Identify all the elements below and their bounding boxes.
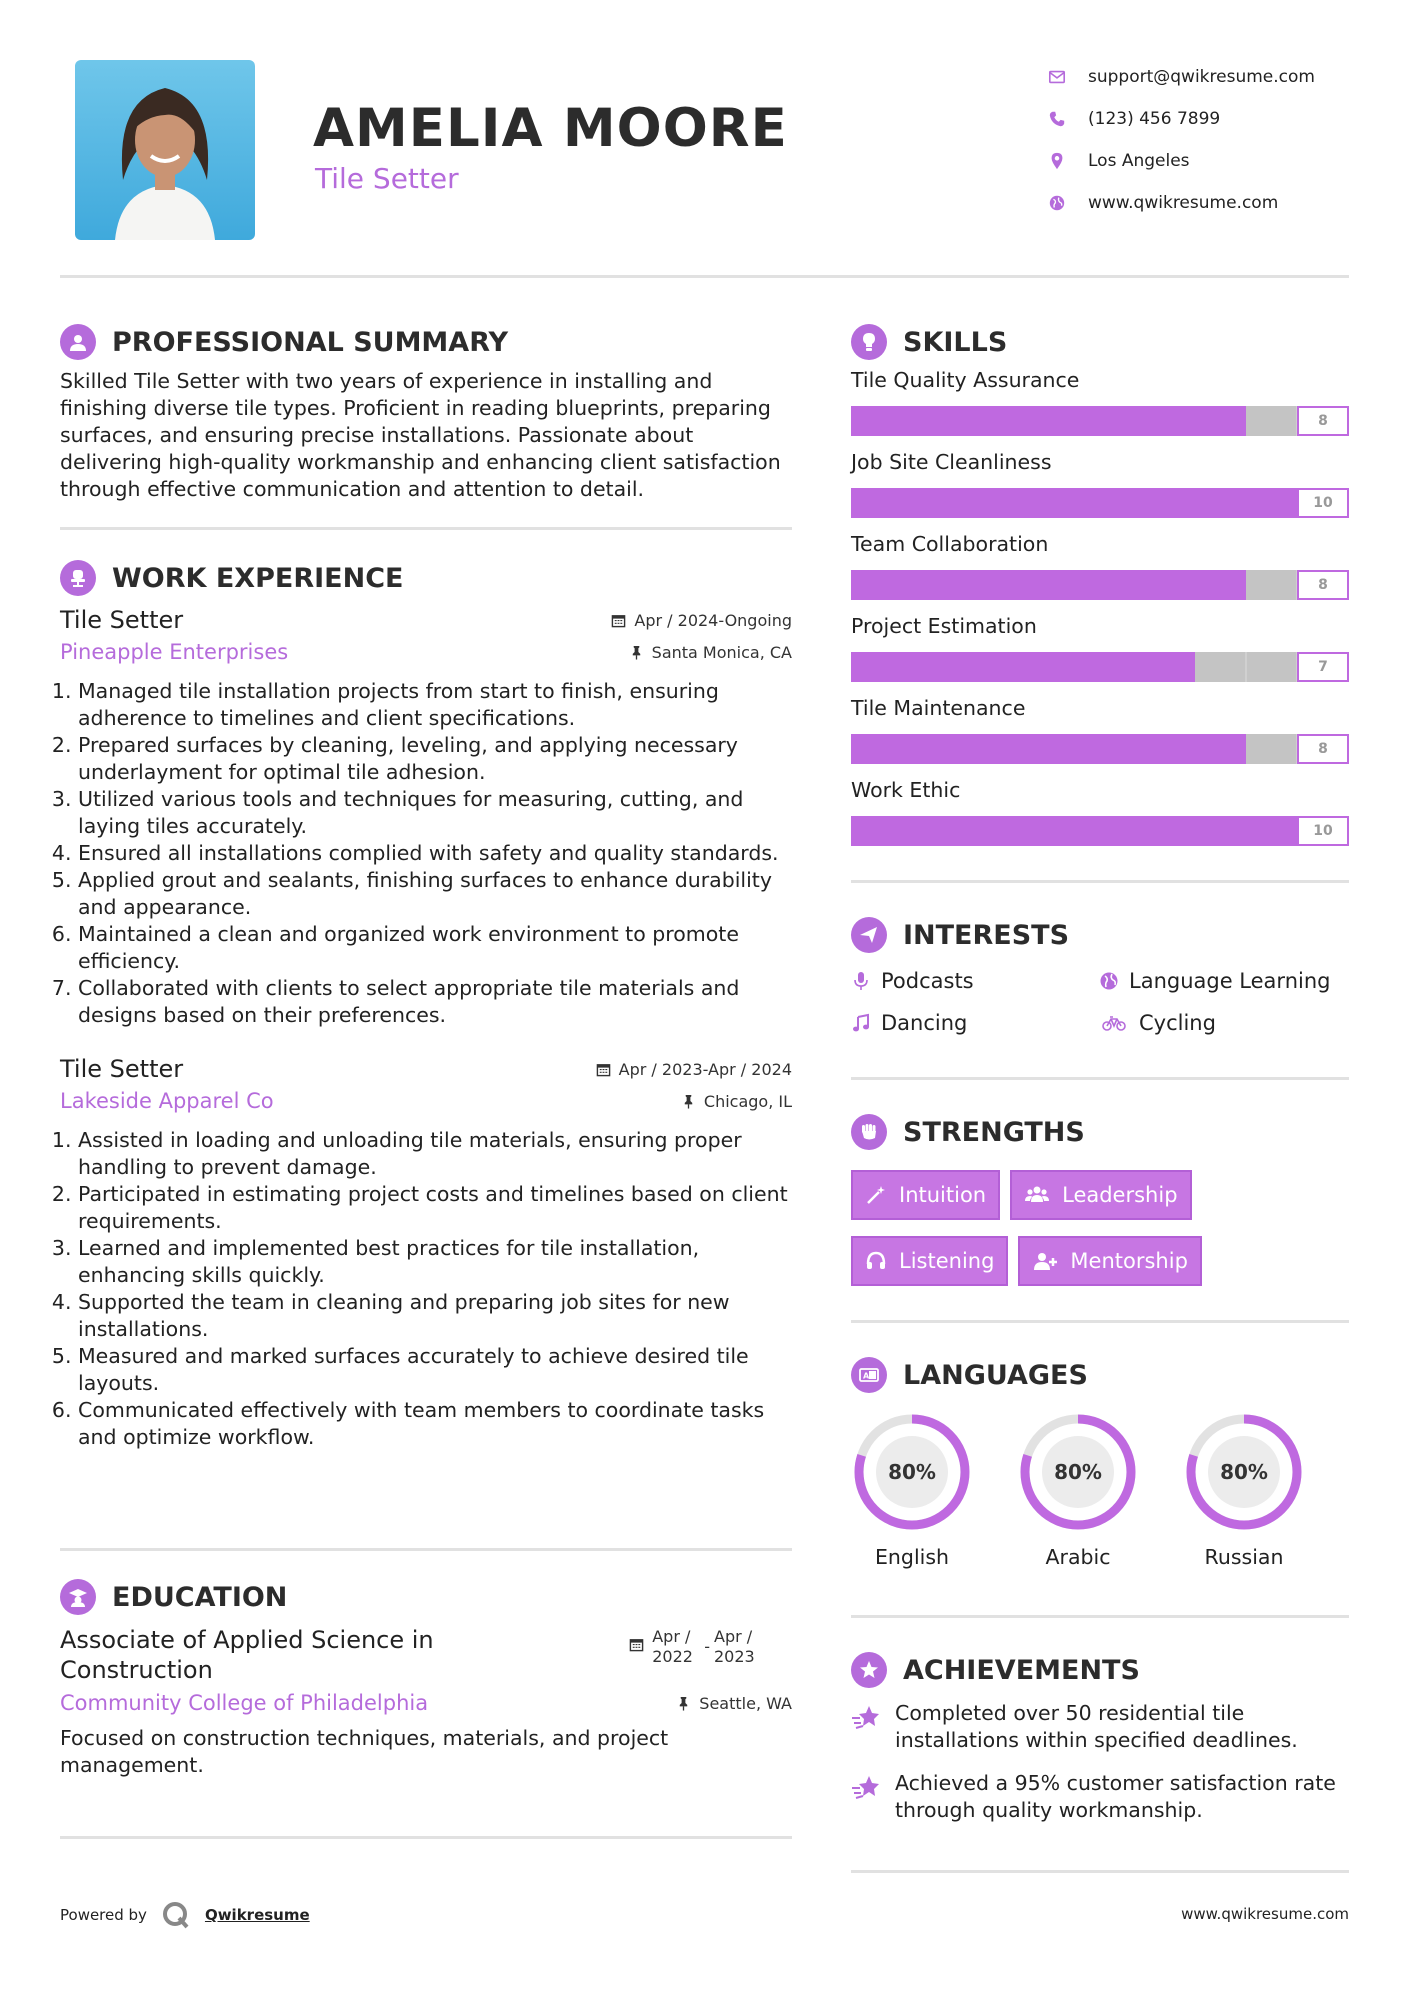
list-item: 7. Collaborated with clients to select appropriate tile materials and designs based on their preferences. <box>78 975 792 1029</box>
skills-title: SKILLS <box>903 326 1008 358</box>
skill-bar-segment <box>999 570 1048 600</box>
skill-level-bar <box>851 570 1349 600</box>
skill-item <box>851 368 1349 436</box>
job-title: Tile Setter <box>60 606 184 634</box>
education-section <box>60 1575 792 1779</box>
globe-icon <box>1099 971 1119 991</box>
skill-bar-segment <box>1150 816 1200 846</box>
skill-bar-segment <box>1200 488 1250 518</box>
job-location: Chicago, IL <box>681 1092 792 1111</box>
interest-item: Language Learning <box>1099 969 1349 993</box>
skill-bar-segment <box>901 488 951 518</box>
company-name: Pineapple Enterprises <box>60 640 289 664</box>
paper-plane-icon <box>851 917 887 953</box>
skill-name: Team Collaboration <box>851 532 1049 556</box>
contact-website[interactable] <box>1048 182 1388 224</box>
job-dates: Apr / 2024-Ongoing <box>611 611 792 630</box>
skill-bar-segment <box>1146 652 1195 682</box>
skill-bar-segment <box>1000 816 1050 846</box>
language-percent: 80% <box>888 1460 936 1484</box>
list-item: 1. Assisted in loading and unloading tile materials, ensuring proper handling to prevent damage. <box>78 1127 792 1181</box>
skill-bar-segment <box>901 816 951 846</box>
bicycle-icon <box>1099 1013 1129 1033</box>
experience-divider <box>60 1548 792 1551</box>
language-progress-ring <box>1183 1411 1305 1533</box>
list-item: 1. Managed tile installation projects from start to finish, ensuring adherence to timelines and client specifications. <box>78 678 792 732</box>
qwikresume-logo-icon <box>161 1900 191 1930</box>
skill-bar-segment <box>851 570 900 600</box>
list-item: 4. Ensured all installations complied with safety and quality standards. <box>78 840 792 867</box>
skill-bar-segment <box>1100 488 1150 518</box>
interests-title: INTERESTS <box>903 919 1070 951</box>
skill-bar-segment <box>1246 570 1297 600</box>
microphone-icon <box>851 971 871 991</box>
skill-bar-segment <box>950 570 999 600</box>
email-text: support@qwikresume.com <box>1088 67 1315 87</box>
skill-bar-segment <box>1049 734 1098 764</box>
skill-item <box>851 532 1349 600</box>
list-item: 3. Utilized various tools and techniques for measuring, cutting, and laying tiles accurately. <box>78 786 792 840</box>
footer-powered-by: Powered by Qwikresume <box>60 1900 310 1930</box>
skill-bar-segment <box>1147 406 1196 436</box>
header-divider <box>60 275 1349 278</box>
achievements-divider <box>851 1870 1349 1873</box>
skill-bar-segment <box>1147 570 1196 600</box>
skill-name: Project Estimation <box>851 614 1037 638</box>
footer-brand-link[interactable]: Qwikresume <box>204 1906 310 1924</box>
skill-bar-segment <box>1050 816 1100 846</box>
achievements-title: ACHIEVEMENTS <box>903 1654 1140 1686</box>
office-chair-icon <box>60 560 96 596</box>
achievement-item: Achieved a 95% customer satisfaction rate through quality workmanship. <box>851 1770 1349 1824</box>
strengths-header <box>851 1110 1349 1154</box>
skill-bar-segment <box>1197 570 1246 600</box>
pushpin-icon <box>676 1696 691 1711</box>
list-item: 2. Prepared surfaces by cleaning, leveling, and applying necessary underlayment for optimal tile adhesion. <box>78 732 792 786</box>
experience-title: WORK EXPERIENCE <box>112 562 404 594</box>
strength-chip: Leadership <box>1010 1170 1191 1220</box>
translate-icon <box>851 1357 887 1393</box>
skill-bar-segment <box>900 406 949 436</box>
summary-header <box>60 320 792 364</box>
candidate-role: Tile Setter <box>315 162 459 195</box>
skill-bar-segment <box>999 734 1048 764</box>
achievement-item: Completed over 50 residential tile installations within specified deadlines. <box>851 1700 1349 1754</box>
skill-bar-segment <box>1150 488 1200 518</box>
skill-bar-segment <box>851 488 901 518</box>
education-dates: Apr / 2022 - Apr / 2023 <box>629 1627 762 1667</box>
globe-icon <box>1048 194 1066 212</box>
skill-bar-segment <box>851 734 900 764</box>
skill-bar-segment <box>1249 816 1299 846</box>
skill-bar-segment <box>1147 734 1196 764</box>
skill-bar-segment <box>851 816 901 846</box>
job-bullets <box>60 678 792 1029</box>
headphones-icon <box>865 1250 887 1272</box>
school-name: Community College of Philadelphia <box>60 1691 429 1715</box>
contact-email[interactable] <box>1048 56 1388 98</box>
calendar-icon <box>596 1062 611 1077</box>
shooting-star-icon <box>851 1702 883 1732</box>
skill-level-label: 8 <box>1297 734 1349 764</box>
skill-bar-segment <box>999 406 1048 436</box>
job-entry <box>60 606 792 1029</box>
summary-divider <box>60 527 792 530</box>
list-item: 3. Learned and implemented best practices for tile installation, enhancing skills quickly. <box>78 1235 792 1289</box>
language-name: Russian <box>1204 1545 1284 1569</box>
skill-bar-segment <box>1247 652 1298 682</box>
contact-list <box>1048 56 1388 224</box>
skill-bar-segment <box>1098 734 1147 764</box>
user-plus-icon <box>1032 1250 1058 1272</box>
skill-bar-segment <box>1049 570 1098 600</box>
language-percent: 80% <box>1054 1460 1102 1484</box>
language-name: English <box>874 1545 950 1569</box>
language-item <box>1017 1411 1139 1569</box>
achievements-header <box>851 1648 1349 1692</box>
skill-bar-segment <box>1197 406 1246 436</box>
language-progress-ring <box>1017 1411 1139 1533</box>
envelope-icon <box>1048 68 1066 86</box>
strength-chip: Listening <box>851 1236 1008 1286</box>
skill-bar-segment <box>900 734 949 764</box>
languages-title: LANGUAGES <box>903 1359 1088 1391</box>
strength-chip: Intuition <box>851 1170 1000 1220</box>
skill-bar-segment <box>1246 734 1297 764</box>
company-name: Lakeside Apparel Co <box>60 1089 274 1113</box>
language-progress-ring <box>851 1411 973 1533</box>
map-pin-icon <box>1048 152 1066 170</box>
skill-level-label: 10 <box>1297 488 1349 518</box>
summary-text: Skilled Tile Setter with two years of experience in installing and finishing diverse tile types. Proficient in reading blueprints, preparing surfaces, and ensuring precise installations. Passionate about delivering high-quality workmanship and enhancing client satisfaction through effective communication and attention to detail. <box>60 369 781 501</box>
skill-bar-segment <box>900 570 949 600</box>
interest-item: Podcasts <box>851 969 1099 993</box>
skill-level-label: 8 <box>1297 570 1349 600</box>
profile-photo <box>75 60 255 240</box>
shooting-star-icon <box>851 1772 883 1802</box>
interests-list <box>851 969 1349 1035</box>
skill-bar-segment <box>951 816 1001 846</box>
candidate-name: AMELIA MOORE <box>313 98 788 159</box>
star-badge-icon <box>851 1652 887 1688</box>
phone-text: (123) 456 7899 <box>1088 109 1221 129</box>
skill-bar-segment <box>1048 652 1097 682</box>
skill-bar-segment <box>951 488 1001 518</box>
skill-item <box>851 778 1349 846</box>
languages-header <box>851 1353 1349 1397</box>
achievements-list <box>851 1700 1349 1824</box>
skill-name: Work Ethic <box>851 778 961 802</box>
skill-item <box>851 696 1349 764</box>
contact-location <box>1048 140 1388 182</box>
location-text: Los Angeles <box>1088 151 1190 171</box>
interests-divider <box>851 1077 1349 1080</box>
skill-bar-segment <box>1197 734 1246 764</box>
language-item <box>851 1411 973 1569</box>
skill-name: Tile Quality Assurance <box>851 368 1080 392</box>
magic-wand-icon <box>865 1184 887 1206</box>
pushpin-icon <box>681 1094 696 1109</box>
contact-phone[interactable] <box>1048 98 1388 140</box>
education-location: Seattle, WA <box>676 1694 792 1713</box>
skill-item <box>851 450 1349 518</box>
list-item: 4. Supported the team in cleaning and preparing job sites for new installations. <box>78 1289 792 1343</box>
user-icon <box>60 324 96 360</box>
skill-bar-segment <box>1098 570 1147 600</box>
skill-bar-segment <box>1049 406 1098 436</box>
skill-bar-segment <box>1097 652 1146 682</box>
skill-bar-segment <box>851 406 900 436</box>
skill-bar-segment <box>1246 406 1297 436</box>
skill-bar-segment <box>1050 488 1100 518</box>
skill-level-bar <box>851 816 1349 846</box>
strengths-list <box>851 1170 1349 1286</box>
languages-list <box>851 1411 1349 1569</box>
interest-item: Dancing <box>851 1011 1099 1035</box>
pushpin-icon <box>629 645 644 660</box>
list-item: 5. Applied grout and sealants, finishing surfaces to enhance durability and appearance. <box>78 867 792 921</box>
skill-level-bar <box>851 488 1349 518</box>
skill-name: Tile Maintenance <box>851 696 1026 720</box>
education-description: Focused on construction techniques, materials, and project management. <box>60 1726 669 1777</box>
language-item <box>1183 1411 1305 1569</box>
job-bullets <box>60 1127 792 1451</box>
skills-list <box>851 368 1349 846</box>
skill-bar-segment <box>1249 488 1299 518</box>
left-column <box>60 320 792 1451</box>
skill-bar-segment <box>999 652 1048 682</box>
language-name: Arabic <box>1045 1545 1111 1569</box>
skill-level-label: 10 <box>1297 816 1349 846</box>
education-title: EDUCATION <box>112 1581 288 1613</box>
list-item: 5. Measured and marked surfaces accurately to achieve desired tile layouts. <box>78 1343 792 1397</box>
skill-bar-segment <box>1195 652 1246 682</box>
right-column <box>851 320 1349 1824</box>
skills-header <box>851 320 1349 364</box>
skill-level-label: 7 <box>1297 652 1349 682</box>
website-text: www.qwikresume.com <box>1088 193 1279 213</box>
job-entry <box>60 1055 792 1451</box>
language-percent: 80% <box>1220 1460 1268 1484</box>
skill-bar-segment <box>950 406 999 436</box>
skill-bar-segment <box>1098 406 1147 436</box>
education-divider <box>60 1836 792 1839</box>
skills-divider <box>851 880 1349 883</box>
job-title: Tile Setter <box>60 1055 184 1083</box>
interest-item: Cycling <box>1099 1011 1349 1035</box>
skill-name: Job Site Cleanliness <box>851 450 1052 474</box>
summary-title: PROFESSIONAL SUMMARY <box>112 326 509 358</box>
interests-header <box>851 913 1349 957</box>
skill-bar-segment <box>900 652 949 682</box>
strengths-divider <box>851 1320 1349 1323</box>
education-header <box>60 1575 792 1619</box>
users-icon <box>1024 1184 1050 1206</box>
fist-icon <box>851 1114 887 1150</box>
footer-website[interactable]: www.qwikresume.com <box>1181 1905 1349 1923</box>
experience-header <box>60 556 792 600</box>
languages-divider <box>851 1615 1349 1618</box>
graduate-icon <box>60 1579 96 1615</box>
svg-text:A: A <box>863 1371 870 1381</box>
music-note-icon <box>851 1013 871 1033</box>
skill-bar-segment <box>851 652 900 682</box>
phone-icon <box>1048 110 1066 128</box>
skill-bar-segment <box>949 652 998 682</box>
skill-bar-segment <box>1200 816 1250 846</box>
skill-bar-segment <box>1000 488 1050 518</box>
list-item: 2. Participated in estimating project costs and timelines based on client requirements. <box>78 1181 792 1235</box>
skill-level-bar <box>851 652 1349 682</box>
list-item: 6. Communicated effectively with team members to coordinate tasks and optimize workflow. <box>78 1397 792 1451</box>
skill-level-bar <box>851 406 1349 436</box>
calendar-icon <box>629 1637 644 1652</box>
list-item: 6. Maintained a clean and organized work environment to promote efficiency. <box>78 921 792 975</box>
job-location: Santa Monica, CA <box>629 643 792 662</box>
job-dates: Apr / 2023-Apr / 2024 <box>596 1060 792 1079</box>
strengths-title: STRENGTHS <box>903 1116 1085 1148</box>
skill-level-label: 8 <box>1297 406 1349 436</box>
skill-bar-segment <box>950 734 999 764</box>
skill-level-bar <box>851 734 1349 764</box>
skill-bar-segment <box>1100 816 1150 846</box>
calendar-icon <box>611 613 626 628</box>
strength-chip: Mentorship <box>1018 1236 1201 1286</box>
degree-name: Associate of Applied Science in Construction <box>60 1626 434 1684</box>
lightbulb-icon <box>851 324 887 360</box>
skill-item <box>851 614 1349 682</box>
